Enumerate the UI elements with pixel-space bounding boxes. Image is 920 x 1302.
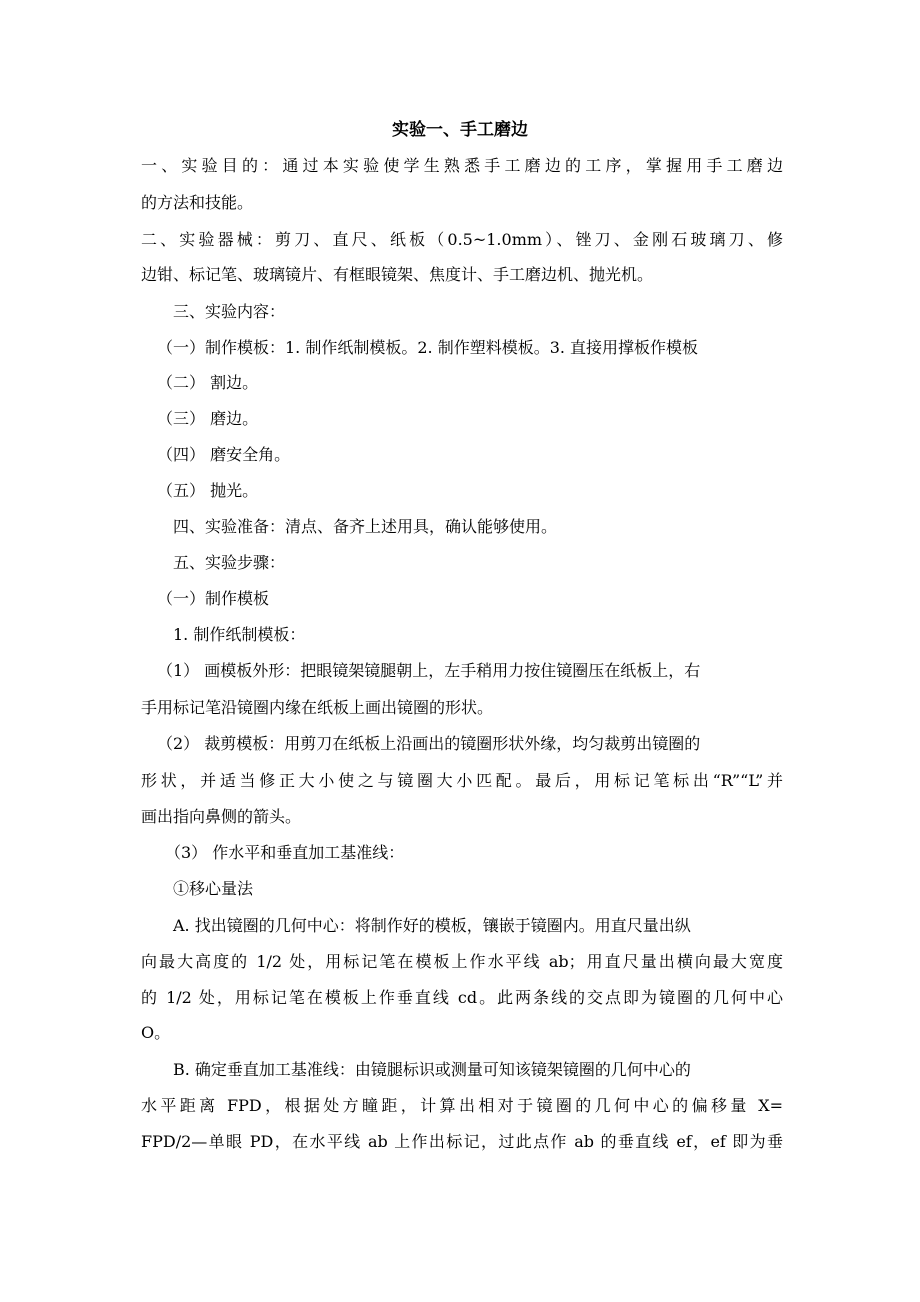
paragraph-line: （二） 割边。 xyxy=(157,373,259,392)
paragraph-line: 二、实验器械：剪刀、直尺、纸板（0.5~1.0mm）、锉刀、金刚石玻璃刀、修 xyxy=(141,230,783,249)
paragraph-line: 四、实验准备：清点、备齐上述用具，确认能够使用。 xyxy=(173,517,558,536)
paragraph-line: 的 1/2 处，用标记笔在模板上作垂直线 cd。此两条线的交点即为镜圈的几何中心 xyxy=(141,988,783,1007)
paragraph-line: 手用标记笔沿镜圈内缘在纸板上画出镜圈的形状。 xyxy=(141,698,494,717)
paragraph-line: ①移心量法 xyxy=(173,879,254,898)
paragraph-line: 向最大高度的 1/2 处，用标记笔在模板上作水平线 ab；用直尺量出横向最大宽度 xyxy=(141,952,783,971)
paragraph-line: O。 xyxy=(141,1023,171,1042)
paragraph-line: FPD/2—单眼 PD，在水平线 ab 上作出标记，过此点作 ab 的垂直线 ef，ef 即为垂 xyxy=(141,1132,783,1151)
paragraph-line: 边钳、标记笔、玻璃镜片、有框眼镜架、焦度计、手工磨边机、抛光机。 xyxy=(141,265,654,284)
document-title: 实验一、手工磨边 xyxy=(392,120,528,140)
paragraph-line: （3） 作水平和垂直加工基准线： xyxy=(165,843,405,862)
paragraph-line: 画出指向鼻侧的箭头。 xyxy=(141,807,302,826)
paragraph-line: （四） 磨安全角。 xyxy=(157,445,291,464)
paragraph-line: （三） 磨边。 xyxy=(157,409,259,428)
paragraph-line: （1） 画模板外形：把眼镜架镜腿朝上，左手稍用力按住镜圈压在纸板上，右 xyxy=(157,661,701,680)
paragraph-line: 三、实验内容： xyxy=(173,302,286,321)
paragraph-line: （2） 裁剪模板：用剪刀在纸板上沿画出的镜圈形状外缘，均匀裁剪出镜圈的 xyxy=(157,734,701,753)
paragraph-line: （一）制作模板：1. 制作纸制模板。2. 制作塑料模板。3. 直接用撑板作模板 xyxy=(157,338,699,357)
paragraph-line: （一）制作模板 xyxy=(157,589,270,608)
paragraph-line: 1. 制作纸制模板： xyxy=(173,625,306,644)
paragraph-line: 的方法和技能。 xyxy=(141,193,254,212)
paragraph-line: 五、实验步骤： xyxy=(173,553,286,572)
paragraph-line: （五） 抛光。 xyxy=(157,481,259,500)
paragraph-line: 水平距离 FPD，根据处方瞳距，计算出相对于镜圈的几何中心的偏移量 X= xyxy=(141,1096,783,1115)
paragraph-line: 形状，并适当修正大小使之与镜圈大小匹配。最后，用标记笔标出“R”“L”并 xyxy=(141,771,783,790)
paragraph-line: A. 找出镜圈的几何中心：将制作好的模板，镶嵌于镜圈内。用直尺量出纵 xyxy=(173,916,691,935)
paragraph-line: 一、实验目的：通过本实验使学生熟悉手工磨边的工序，掌握用手工磨边 xyxy=(141,156,783,175)
paragraph-line: B. 确定垂直加工基准线：由镜腿标识或测量可知该镜架镜圈的几何中心的 xyxy=(173,1060,691,1079)
